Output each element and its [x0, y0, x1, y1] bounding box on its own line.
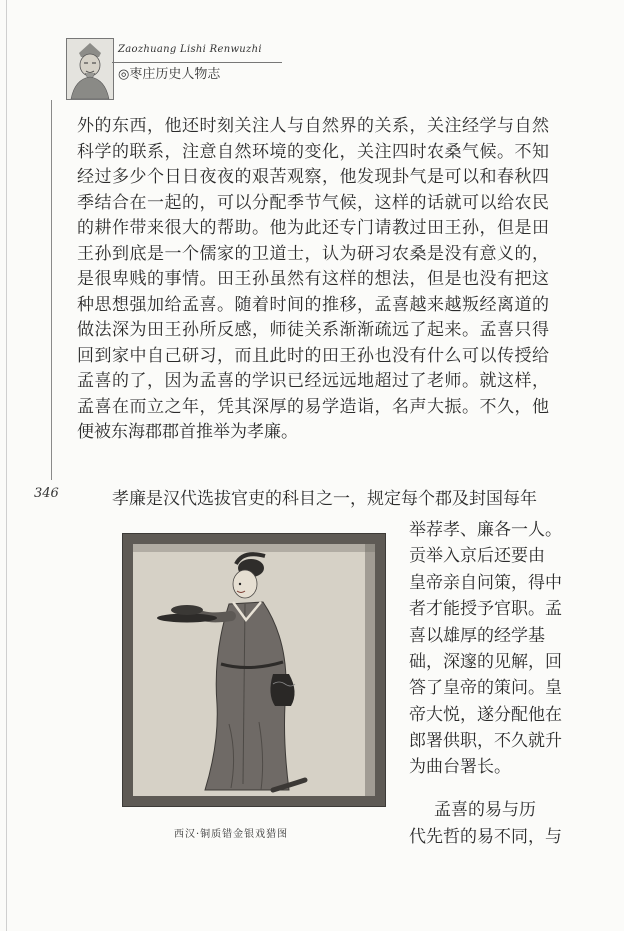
paragraph-3-line: 孟喜的易与历 — [434, 800, 536, 820]
series-title-chinese: ◎枣庄历史人物志 — [118, 67, 221, 82]
figure-caption: 西汉·铜质错金银戏猎图 — [174, 829, 289, 840]
page-spine-line — [6, 0, 7, 931]
paragraph-2-line: 皇帝亲自问策，得中 — [409, 573, 562, 593]
margin-rule — [51, 100, 52, 480]
paragraph-3-line: 代先哲的易不同，与 — [409, 827, 562, 847]
series-title-latin: Zaozhuang Lishi Renwuzhi — [118, 44, 262, 55]
paragraph-2-line: 者才能授予官职。孟 — [409, 599, 562, 619]
body-paragraph-2-lead: 孝廉是汉代选拔官吏的科目之一，规定每个郡及封国每年 — [112, 489, 537, 509]
paragraph-2-line: 郎署供职，不久就升 — [409, 731, 562, 751]
figure-mural — [122, 533, 386, 807]
servant-figure-illustration — [133, 544, 375, 796]
paragraph-2-line: 帝大悦，遂分配他在 — [409, 705, 562, 725]
body-paragraph-1: 外的东西，他还时刻关注人与自然界的关系，关注经学与自然科学的联系，注意自然环境的变化，关注四时农桑气候。不知经过多少个日日夜夜的艰苦观察，他发现卦气是可以和春秋四季结合在一起的，可以分配季节气候，这样的话就可以给农民的耕作带来很大的帮助。他为此还专门请教过田王孙，但是田王孙到底是一个儒家的卫道士，认为研习农桑是没有意义的，是很卑贱的事情。田王孙虽然有这样的想法，但是也没有把这种思想强加给孟喜。随着时间的推移，孟喜越来越叛经离道的做法深为田王孙所反感，师徒关系渐渐疏远了起来。孟喜只得回到家中自己研习，而且此时的田王孙也没有什么可以传授给孟喜的了，因为孟喜的学识已经远远地超过了老师。就这样，孟喜在而立之年，凭其深厚的易学造诣，名声大振。不久，他便被东海郡郡首推举为孝廉。 — [77, 116, 549, 442]
paragraph-2-line: 为曲台署长。 — [409, 757, 511, 777]
paragraph-2-line: 喜以雄厚的经学基 — [409, 626, 545, 646]
paragraph-2-line: 举荐孝、廉各一人。 — [409, 520, 562, 540]
paragraph-2-line: 础，深邃的见解，回 — [409, 652, 562, 672]
paragraph-2-line: 答了皇帝的策问。皇 — [409, 678, 562, 698]
page-number: 346 — [34, 486, 59, 501]
portrait-figure-icon — [67, 39, 113, 99]
figure-plaster — [133, 544, 375, 796]
paragraph-2-line: 贡举入京后还要由 — [409, 546, 545, 566]
portrait-illustration — [66, 38, 114, 100]
